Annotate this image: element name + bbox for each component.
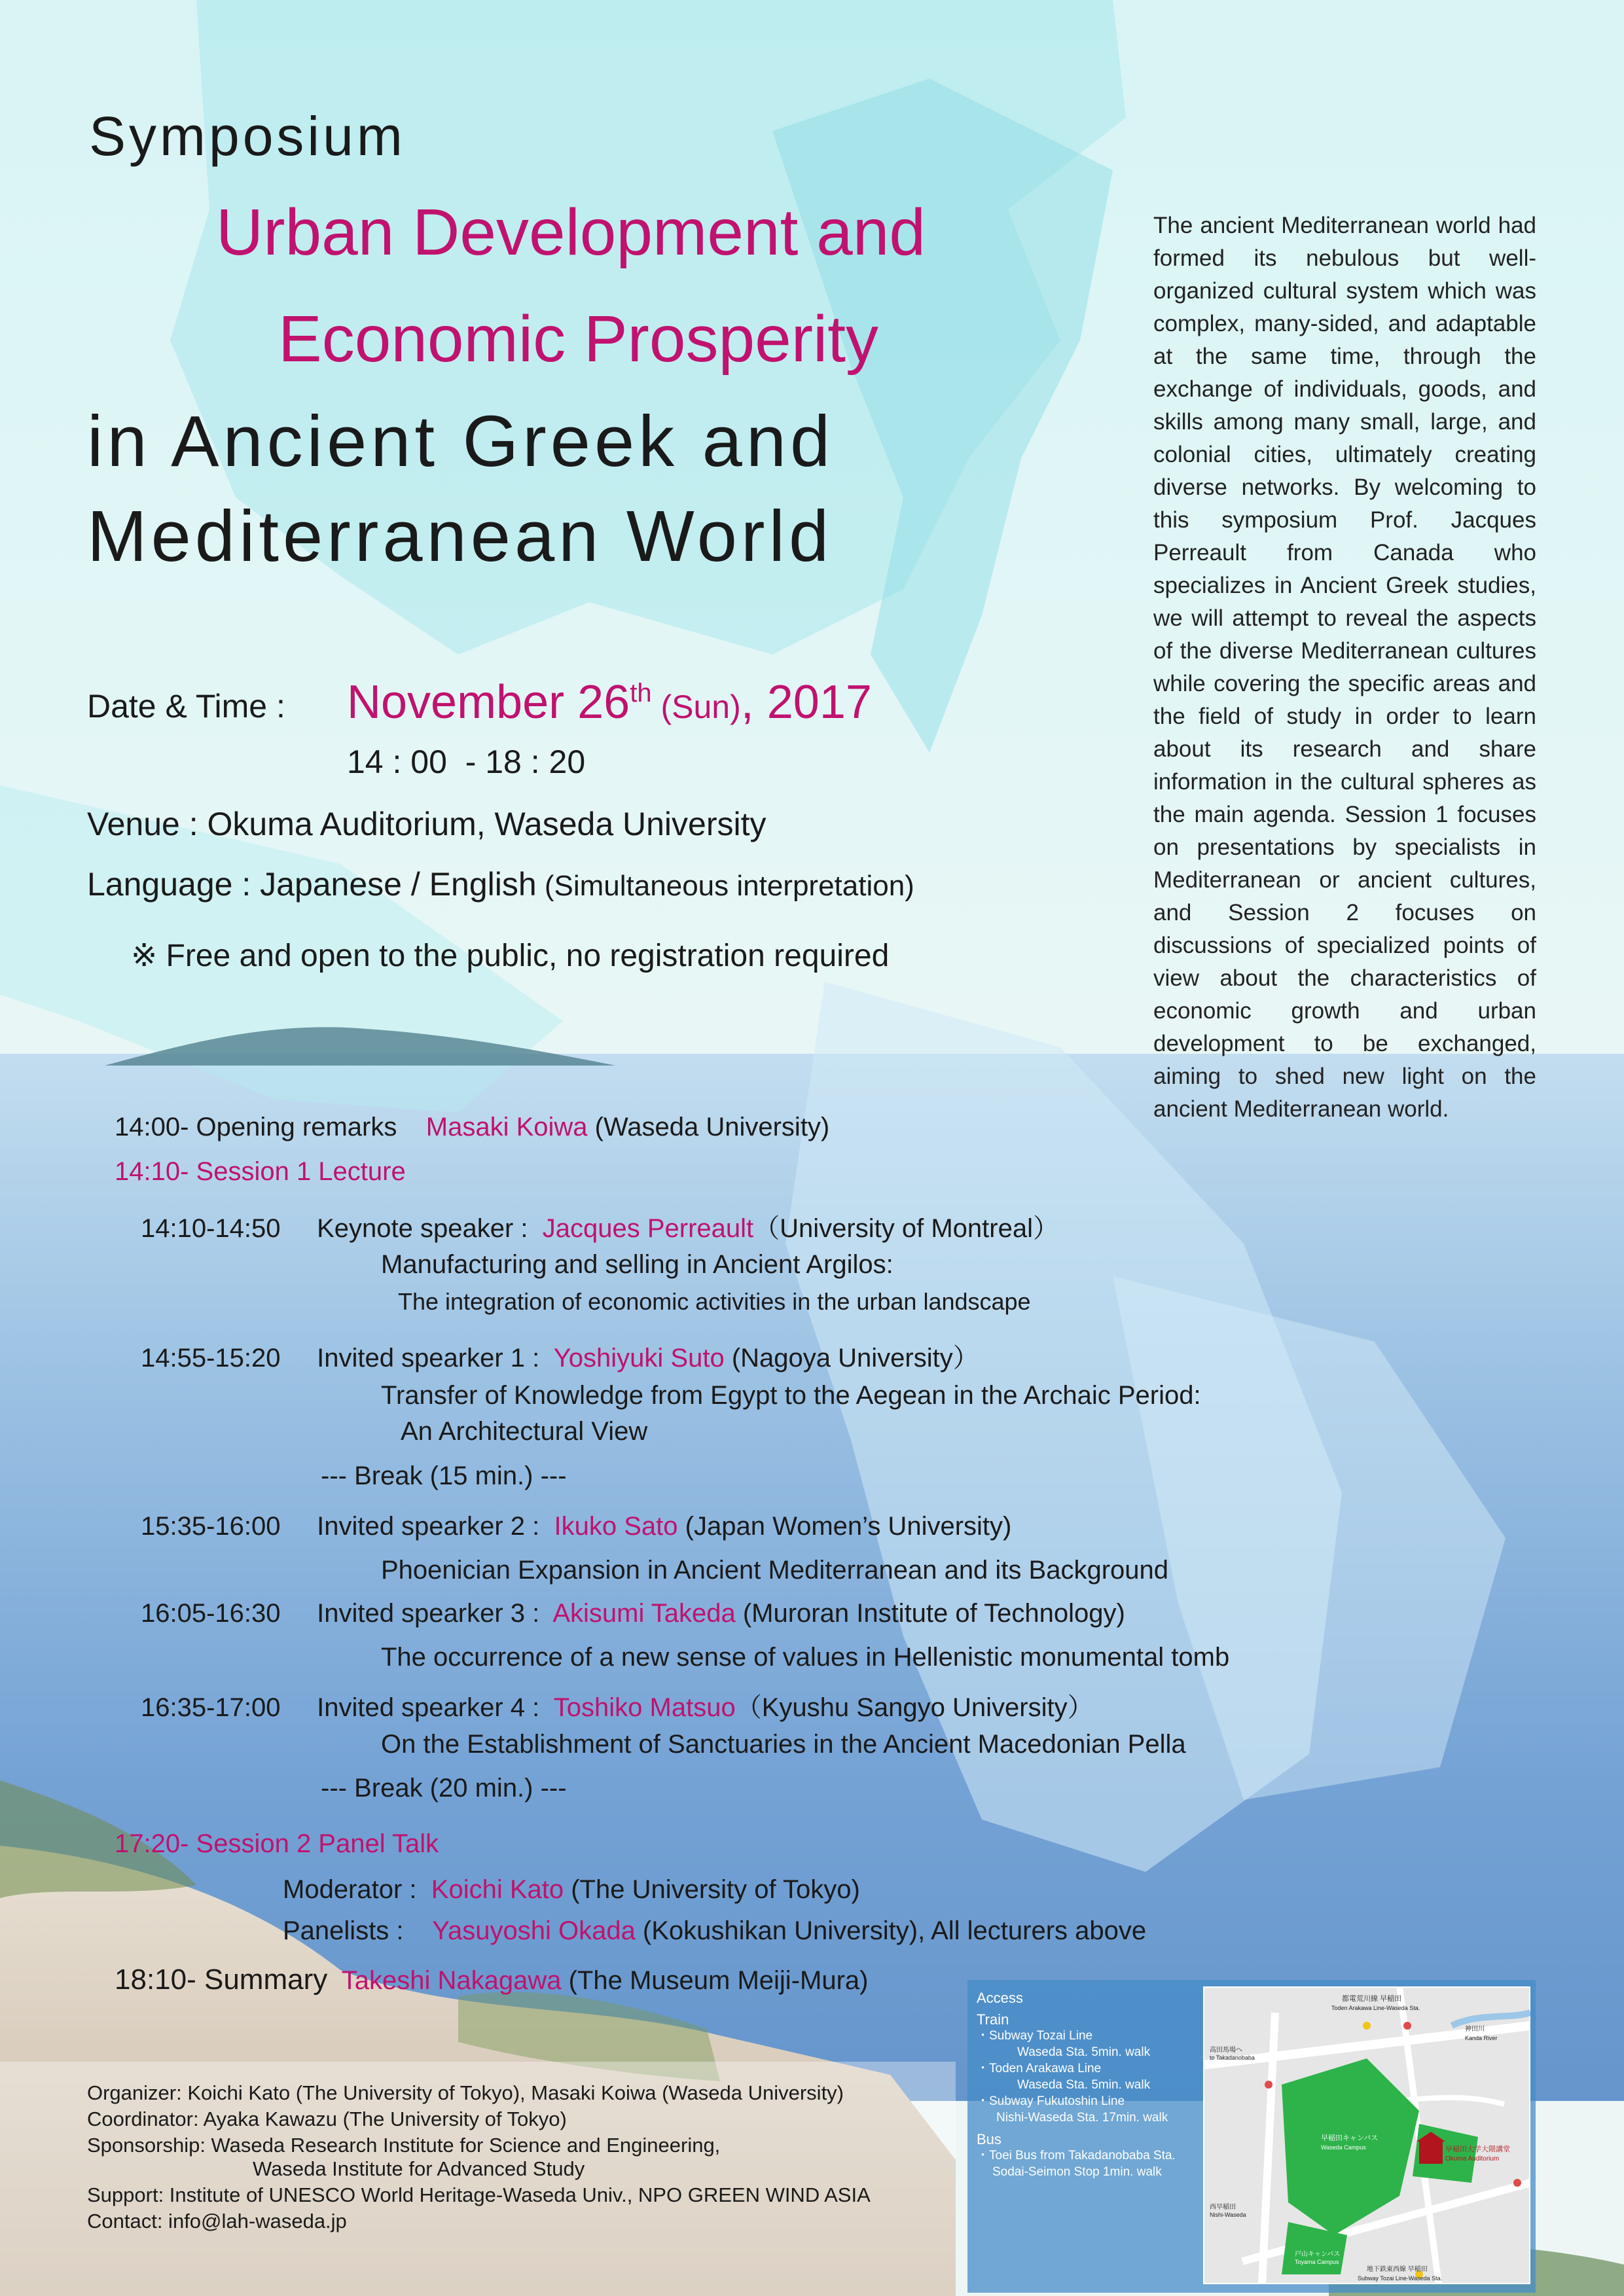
map-label-campus-jp: 早稲田キャンパス	[1321, 2134, 1379, 2142]
train-line-1: ・Subway Tozai Line	[977, 2029, 1093, 2043]
map-label-nishi: Nishi-Waseda	[1210, 2212, 1246, 2218]
title-line-2: Economic Prosperity	[278, 302, 878, 376]
symposium-description: The ancient Mediterranean world had formed its nebulous but well-organized cultural system which was complex, many-sided, and adaptable at the same time, through the exchange of individuals, goods, and skills among many small, large, and colonial cities, ultimately creating diverse networks. By welcoming to this symposium Prof. Jacques Perreault from Canada who specializes in Ancient Greek studies, we will attempt to reveal the aspects of the diverse Mediterranean cultures while covering the specific areas and the field of study in order to learn about its research and share information in the cultural spheres as the main agenda. Session 1 focuses on presentations by specialists in Mediterranean or ancient cultures, and Session 2 focuses on discussions of specialized points of view about the characteristics of economic growth and urban development to be exchanged, aiming to shed new light on the ancient Mediterranean world.	[1153, 213, 1536, 1122]
access-title: Access	[977, 1990, 1023, 2006]
session-1-heading: 14:10- Session 1 Lecture	[115, 1157, 406, 1186]
opening-speaker: Masaki Koiwa	[425, 1113, 588, 1141]
speaker-4-time: 16:35-17:00	[141, 1693, 281, 1722]
date-suffix: th	[630, 679, 652, 708]
moderator-affiliation: (The University of Tokyo)	[564, 1875, 860, 1904]
panelists-role: Panelists :	[283, 1916, 404, 1945]
speaker-3-time: 16:05-16:30	[141, 1599, 281, 1628]
speaker-1-row	[141, 1337, 979, 1374]
train-heading: Train	[977, 2011, 1009, 2028]
map-label-nishi-jp: 西早稲田	[1210, 2204, 1236, 2211]
map-label-river-jp: 神田川	[1465, 2026, 1485, 2033]
speaker-2-row	[141, 1512, 1011, 1541]
bus-heading: Bus	[977, 2131, 1001, 2147]
map-label-campus: Waseda Campus	[1321, 2144, 1366, 2151]
map-label-bottom-jp: 地下鉄東西線 早稲田	[1367, 2266, 1428, 2273]
moderator-row	[283, 1875, 860, 1905]
speaker-4-affiliation: （Kyushu Sangyo University）	[735, 1693, 1094, 1722]
speaker-4-name: Toshiko Matsuo	[553, 1693, 736, 1722]
access-map[interactable]	[1203, 1986, 1530, 2284]
bus-line-1-detail: Sodai-Seimon Stop 1min. walk	[992, 2165, 1162, 2179]
speaker-1-time: 14:55-15:20	[141, 1344, 281, 1372]
program-opening	[115, 1113, 829, 1142]
train-line-2-detail: Waseda Sta. 5min. walk	[1017, 2078, 1151, 2092]
keynote-time: 14:10-14:50	[141, 1214, 281, 1243]
map-label-takadanobaba-jp: 高田馬場へ	[1210, 2047, 1242, 2054]
sponsorship-continued: Waseda Institute for Advanced Study	[253, 2157, 585, 2180]
map-label-river: Kanda River	[1465, 2035, 1498, 2041]
title-line-4: Mediterranean World	[87, 496, 833, 577]
date-label: Date & Time :	[87, 688, 285, 725]
break-2: --- Break (20 min.) ---	[321, 1774, 567, 1803]
event-date	[347, 675, 872, 729]
coordinator: Coordinator: Ayaka Kawazu (The University of Tokyo)	[87, 2108, 567, 2130]
sponsorship: Sponsorship: Waseda Research Institute for Science and Engineering,	[87, 2134, 721, 2157]
speaker-3-role: Invited spearker 3 :	[317, 1599, 540, 1628]
speaker-2-role: Invited spearker 2 :	[317, 1512, 540, 1541]
speaker-1-name: Yoshiyuki Suto	[553, 1344, 725, 1372]
date-main: November 26	[347, 676, 630, 728]
speaker-2-time: 15:35-16:00	[141, 1512, 281, 1541]
map-label-takadanobaba: to Takadanobaba	[1210, 2054, 1255, 2061]
access-info	[977, 1990, 1196, 2180]
speaker-2-affiliation: (Japan Women’s University)	[677, 1512, 1012, 1541]
moderator-role: Moderator :	[283, 1875, 417, 1904]
support: Support: Institute of UNESCO World Heritage-Waseda Univ., NPO GREEN WIND ASIA	[87, 2183, 871, 2206]
speaker-3-title: The occurrence of a new sense of values in Hellenistic monumental tomb	[381, 1643, 1230, 1672]
title-line-1: Urban Development and	[216, 196, 926, 269]
train-line-1-detail: Waseda Sta. 5min. walk	[1017, 2045, 1151, 2059]
map-label-top-en: Toden Arakawa Line-Waseda Sta.	[1331, 2005, 1420, 2011]
break-1: --- Break (15 min.) ---	[321, 1462, 567, 1490]
summary-affiliation: (The Museum Meiji-Mura)	[561, 1966, 869, 1995]
opening-affiliation: (Waseda University)	[587, 1113, 830, 1141]
date-year: , 2017	[740, 676, 872, 728]
speaker-3-name: Akisumi Takeda	[552, 1599, 736, 1628]
speaker-1-role: Invited spearker 1 :	[317, 1344, 540, 1372]
map-label-toyama-jp: 戸山キャンパス	[1295, 2251, 1341, 2258]
session-2-heading: 17:20- Session 2 Panel Talk	[115, 1829, 439, 1858]
language-main: Language : Japanese / English	[87, 866, 537, 903]
bus-line-1: ・Toei Bus from Takadanobaba Sta.	[977, 2149, 1176, 2162]
symposium-label: Symposium	[89, 105, 406, 167]
event-venue: Venue : Okuma Auditorium, Waseda University	[87, 806, 767, 842]
opening-time: 14:00- Opening remarks	[115, 1113, 397, 1141]
speaker-1-subtitle: An Architectural View	[401, 1417, 648, 1446]
event-language	[87, 865, 914, 903]
map-label-bottom: Subway Tozai Line-Waseda Sta.	[1358, 2275, 1443, 2282]
keynote-speaker: Jacques Perreault	[542, 1214, 754, 1243]
free-admission-note: ※ Free and open to the public, no registration required	[131, 939, 890, 973]
speaker-2-title: Phoenician Expansion in Ancient Mediterranean and its Background	[381, 1556, 1169, 1585]
keynote-row	[141, 1208, 1059, 1245]
map-label-top: 都電荒川線 早稲田	[1342, 1995, 1402, 2003]
contact[interactable]: Contact: info@lah-waseda.jp	[87, 2210, 347, 2233]
map-label-toyama: Toyama Campus	[1295, 2259, 1339, 2265]
map-label-okuma-jp: 早稲田大学大隈講堂	[1445, 2145, 1510, 2153]
speaker-4-row	[141, 1687, 1094, 1724]
keynote-title: Manufacturing and selling in Ancient Argilos:	[381, 1250, 893, 1279]
summary-time: 18:10- Summary	[115, 1964, 328, 1996]
train-line-2: ・Toden Arakawa Line	[977, 2062, 1102, 2075]
speaker-1-title: Transfer of Knowledge from Egypt to the Aegean in the Archaic Period:	[381, 1381, 1201, 1410]
event-time: 14 : 00 - 18 : 20	[347, 744, 586, 780]
speaker-4-role: Invited spearker 4 :	[317, 1693, 540, 1722]
summary-row	[115, 1964, 868, 1996]
speaker-4-title: On the Establishment of Sanctuaries in the Ancient Macedonian Pella	[381, 1730, 1186, 1759]
keynote-role: Keynote speaker :	[317, 1214, 528, 1243]
speaker-1-affiliation: (Nagoya University）	[724, 1344, 979, 1372]
train-line-3: ・Subway Fukutoshin Line	[977, 2094, 1125, 2108]
title-line-3: in Ancient Greek and	[87, 401, 835, 482]
speaker-3-row	[141, 1599, 1125, 1628]
language-note: (Simultaneous interpretation)	[536, 870, 914, 902]
speaker-3-affiliation: (Muroran Institute of Technology)	[735, 1599, 1125, 1628]
keynote-affiliation: （University of Montreal）	[753, 1214, 1059, 1243]
map-label-okuma: Okuma Auditorium	[1445, 2155, 1500, 2162]
summary-speaker: Takeshi Nakagawa	[341, 1966, 562, 1995]
moderator-name: Koichi Kato	[431, 1875, 564, 1904]
panelists-affiliation: (Kokushikan University), All lecturers above	[635, 1916, 1147, 1945]
train-line-3-detail: Nishi-Waseda Sta. 17min. walk	[996, 2111, 1168, 2125]
keynote-subtitle: The integration of economic activities in the urban landscape	[398, 1288, 1031, 1315]
organizer: Organizer: Koichi Kato (The University of Tokyo), Masaki Koiwa (Waseda University)	[87, 2081, 844, 2104]
date-day: (Sun)	[651, 689, 741, 725]
panelist-name: Yasuyoshi Okada	[432, 1916, 636, 1945]
panelists-row	[283, 1916, 1146, 1946]
speaker-2-name: Ikuko Sato	[554, 1512, 678, 1541]
